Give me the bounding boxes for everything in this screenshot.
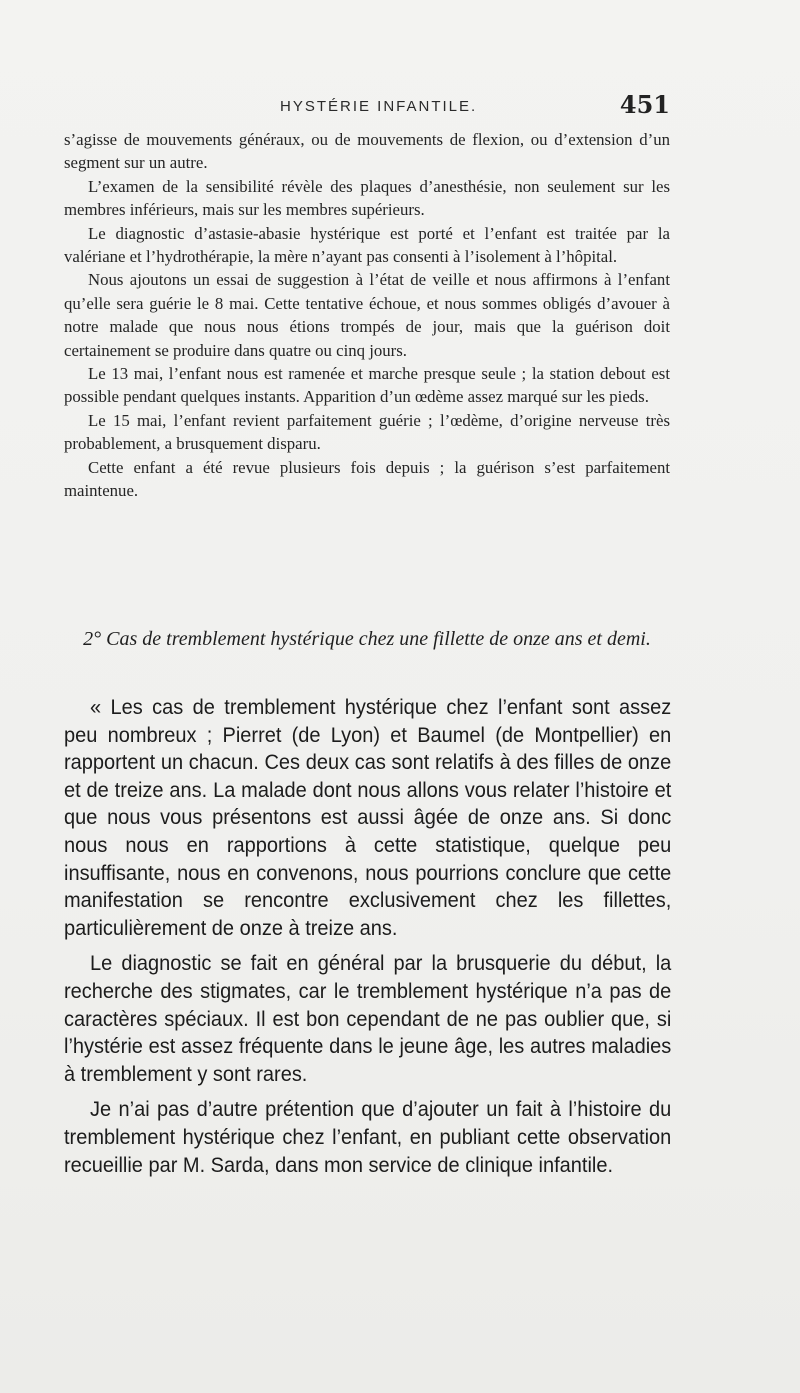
paragraph: Nous ajoutons un essai de suggestion à l’état de veille et nous affirmons à l’enfant qu’elle sera guérie le 8 mai. Cette tentative échoue, et nous sommes obligés d’avouer à notre malade que nous nous étions trompés de jour, mais que la guérison doit certainement se produire dans quatre ou cinq jours.: [64, 270, 670, 360]
paragraph: Je n’ai pas d’autre prétention que d’ajouter un fait à l’histoire du tremblement hystérique chez l’enfant, en publiant cette observation recueillie par M. Sarda, dans mon service de clinique infantile.: [64, 1097, 672, 1177]
paragraph: Le diagnostic d’astasie-abasie hystérique est porté et l’enfant est traitée par la valériane et l’hydrothérapie, la mère n’ayant pas consenti à l’isolement à l’hôpital.: [64, 223, 670, 267]
page-number: 451: [619, 90, 670, 119]
paragraph: Le diagnostic se fait en général par la brusquerie du début, la recherche des stigmates, car le tremblement hystérique n’a pas de caractères spéciaux. Il est bon cependant de ne pas oublier que, si l’hystérie est assez fréquente dans le jeune âge, les autres maladies à tremblement y sont rares.: [64, 951, 672, 1086]
section-heading: 2° Cas de tremblement hystérique chez une fillette de onze ans et demi.: [83, 628, 651, 650]
paragraph: Le 13 mai, l’enfant nous est ramenée et marche presque seule ; la station debout est possible pendant quelques instants. Apparition d’un œdème assez marqué sur les pieds.: [64, 364, 670, 407]
paragraph: s’agisse de mouvements généraux, ou de mouvements de flexion, ou d’extension d’un segment sur un autre.: [64, 130, 670, 173]
running-title: HYSTÉRIE INFANTILE.: [280, 98, 478, 115]
paragraph: Cette enfant a été revue plusieurs fois depuis ; la guérison s’est parfaitement maintenue.: [64, 457, 670, 501]
observation-text: [64, 694, 671, 1187]
case-continuation-text: [64, 128, 670, 503]
paragraph: L’examen de la sensibilité révèle des plaques d’anesthésie, non seulement sur les membres inférieurs, mais sur les membres supérieurs.: [64, 176, 670, 220]
paragraph: Le 15 mai, l’enfant revient parfaitement guérie ; l’œdème, d’origine nerveuse très probablement, a brusquement disparu.: [64, 410, 670, 454]
paragraph: « Les cas de tremblement hystérique chez l’enfant sont assez peu nombreux ; Pierret (de Lyon) et Baumel (de Montpellier) en rapportent un chacun. Ces deux cas sont relatifs à des filles de onze et de treize ans. La malade dont nous allons vous relater l’histoire et que nous vous présentons est aussi âgée de onze ans. Si donc nous nous en rapportions à cette statistique, quelque peu insuffisante, nous en convenons, nous pourrions conclure que cette manifestation se rencontre exclusivement chez les fillettes, particulièrement de onze à treize ans.: [64, 695, 672, 940]
running-head: [64, 90, 670, 124]
